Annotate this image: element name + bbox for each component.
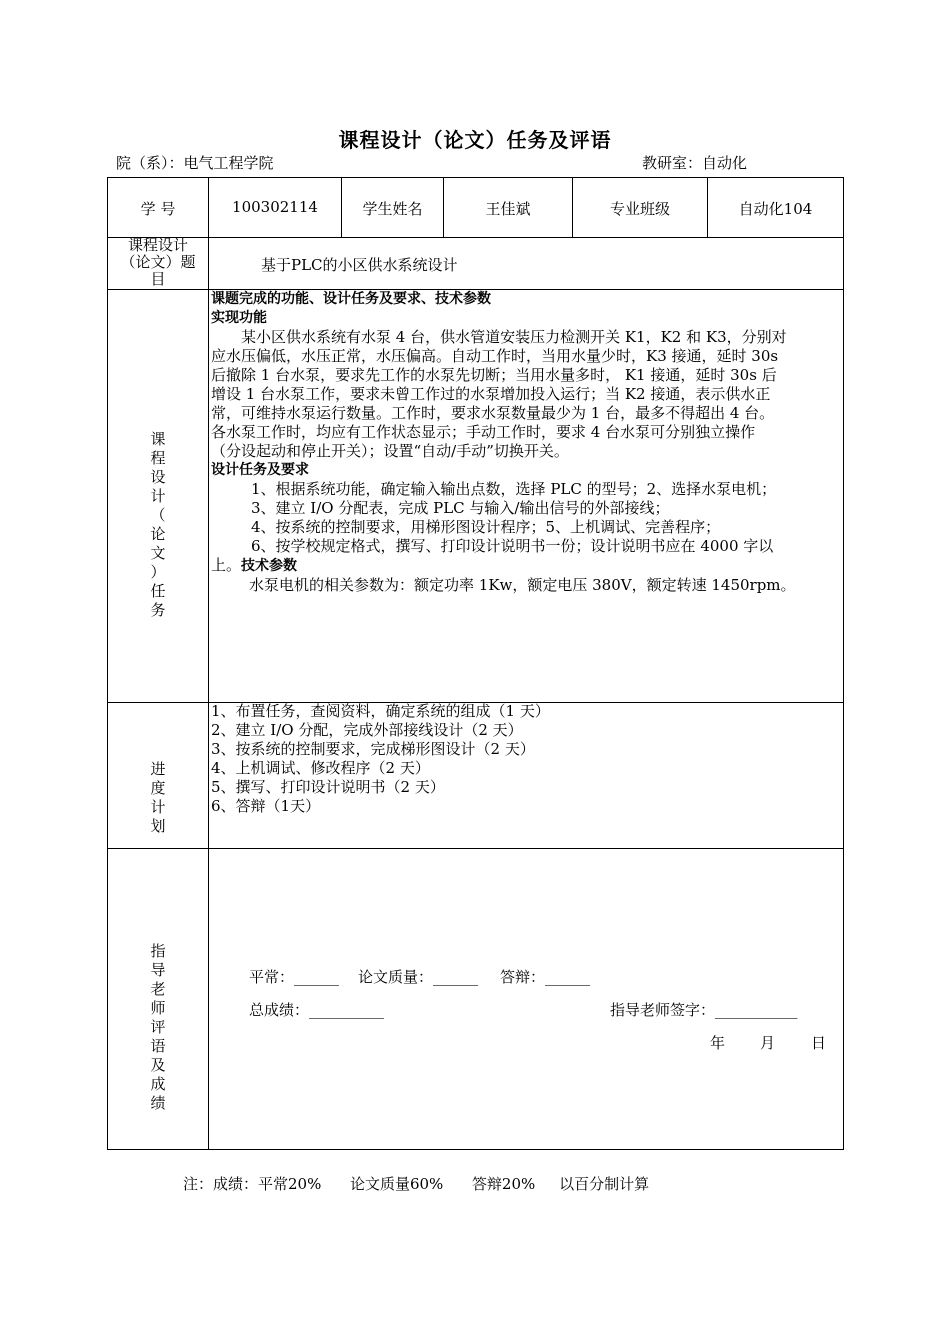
topic-label [108,237,208,288]
schedule-label: 进 度 计 划 [150,760,166,835]
usual-score: 平常：______ [249,968,340,986]
design-tail-line [211,556,841,576]
design-line: 3、建立 I/O 分配表，完成 PLC 与输入/输出信号的外部接线； [251,499,670,517]
task-heading: 课题完成的功能、设计任务及要求、技术参数 [211,291,491,307]
function-paragraph [211,328,841,461]
date-day: 日 [811,1034,827,1052]
class-value: 自动化104 [738,200,813,218]
total-score: 总成绩：__________ [249,1001,385,1019]
task-content [211,290,841,595]
topic-label-line1: 课程设计 [127,236,188,254]
tech-heading: 技术参数 [241,558,298,574]
function-line: 增设 1 台水泵工作，要求未曾工作过的水泵增加投入运行；当 K2 接通，表示供水正 [211,385,771,403]
schedule-item: 4、上机调试、修改程序（2 天） [211,759,430,777]
function-line: 应水压偏低，水压正常，水压偏高。自动工作时，当用水量少时，K3 接通，延时 30s [211,347,779,365]
schedule-item: 2、建立 I/O 分配，完成外部接线设计（2 天） [211,721,523,739]
quality-score: 论文质量：______ [358,968,479,986]
teaching-office-label: 教研室：自动化 [642,154,748,172]
student-id-label: 学 号 [140,200,176,218]
design-line: 1、根据系统功能，确定输入输出点数，选择 PLC 的型号；2、选择水泵电机； [251,480,777,498]
student-name-label: 学生姓名 [362,200,423,218]
student-id-value: 100302114 [232,198,318,216]
grading-note: 注：成绩：平常20% 论文质量60% 答辩20% 以百分制计算 [183,1175,650,1193]
function-line: 常，可维持水泵运行数量。工作时，要求水泵数量最少为 1 台，最多不得超出 4 台。 [211,404,775,422]
student-name-value: 王佳斌 [485,200,531,218]
topic-label-line2: （论文）题 [120,253,196,271]
design-line: 6、按学校规定格式，撰写、打印设计说明书一份；设计说明书应在 4000 字以 [251,537,774,555]
class-label: 专业班级 [609,200,670,218]
task-label: 课 程 设 计 （ 论 文 ） 任 务 [150,430,166,619]
schedule-item: 6、答辩（1天） [211,797,321,815]
design-heading: 设计任务及要求 [211,462,309,478]
schedule-item: 5、撰写、打印设计说明书（2 天） [211,778,445,796]
schedule-item: 3、按系统的控制要求，完成梯形图设计（2 天） [211,740,535,758]
function-line: （分设起动和停止开关）；设置“自动/手动”切换开关。 [211,442,569,460]
function-line: 各水泵工作时，均应有工作状态显示；手动工作时，要求 4 台水泵可分别独立操作 [211,423,756,441]
function-line: 后撤除 1 台水泵，要求先工作的水泵先切断；当用水量多时， K1 接通，延时 30s 后 [211,366,777,384]
design-paragraph [211,480,841,556]
design-line: 4、按系统的控制要求，用梯形图设计程序；5、上机调试、完善程序； [251,518,721,536]
schedule-list [211,702,841,816]
teacher-signature: 指导老师签字：___________ [610,1001,798,1019]
function-heading: 实现功能 [211,310,267,326]
design-tail: 上。 [211,556,242,574]
function-line: 某小区供水系统有水泵 4 台，供水管道安装压力检测开关 K1，K2 和 K3，分别对 [211,328,787,346]
topic-label-line3: 目 [150,270,166,288]
tech-line: 水泵电机的相关参数为：额定功率 1Kw，额定电压 380V，额定转速 1450rpm。 [249,576,796,594]
page-title: 课程设计（论文）任务及评语 [338,128,612,152]
date-year: 年 [710,1034,726,1052]
comments-label: 指 导 老 师 评 语 及 成 绩 [150,942,166,1112]
department-label: 院（系）：电气工程学院 [116,154,274,172]
date-month: 月 [760,1034,776,1052]
defense-score: 答辩：______ [500,968,591,986]
topic-value: 基于PLC的小区供水系统设计 [261,256,458,274]
schedule-item: 1、布置任务，查阅资料，确定系统的组成（1 天） [211,702,550,720]
